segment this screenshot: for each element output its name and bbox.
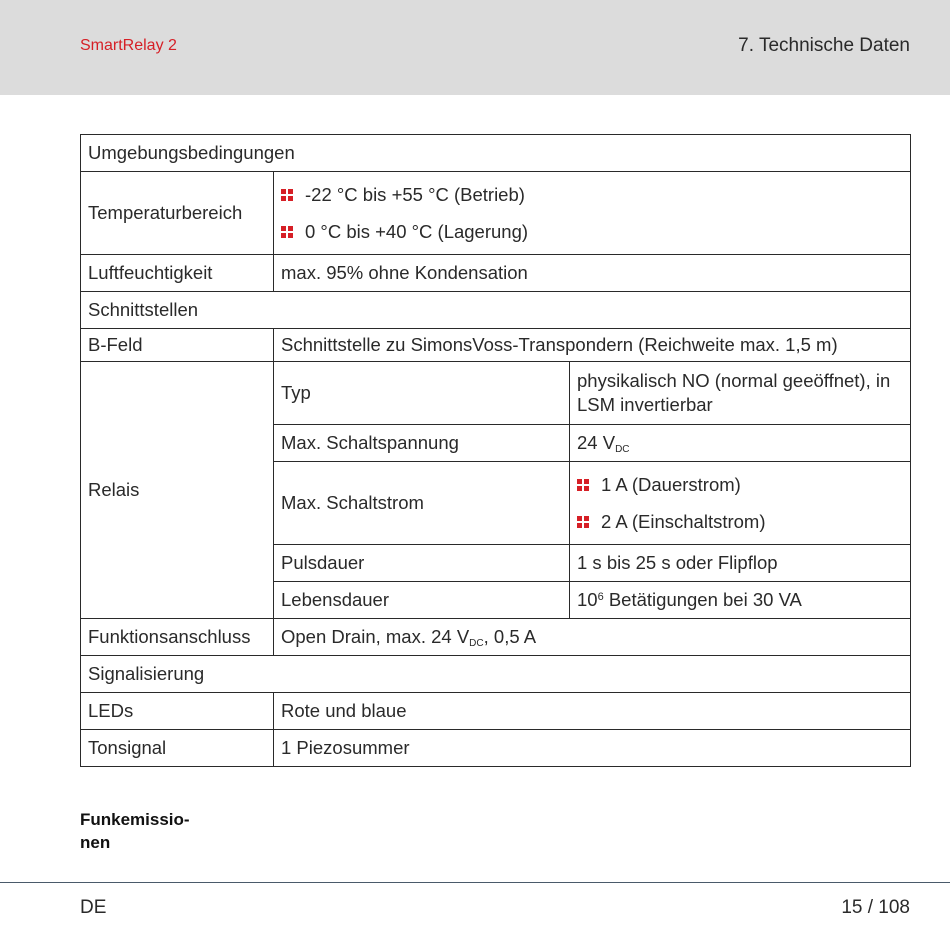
red-square-bullet-icon	[281, 189, 293, 201]
row-label-temperature: Temperaturbereich	[81, 172, 274, 255]
row-label-function-port: Funktionsanschluss	[81, 619, 274, 656]
chapter-title: 7. Technische Daten	[738, 35, 910, 56]
table-row	[81, 135, 911, 172]
max-voltage-label: Max. Schaltspannung	[274, 425, 570, 462]
section-heading-radio-emissions: Funkemissio- nen	[80, 810, 190, 852]
current-continuous: 1 A (Dauerstrom)	[601, 474, 741, 495]
lifetime-label: Lebensdauer	[274, 582, 570, 619]
row-label-tone: Tonsignal	[81, 730, 274, 767]
red-square-bullet-icon	[577, 479, 589, 491]
current-inrush: 2 A (Einschaltstrom)	[601, 511, 766, 532]
function-port-value: Open Drain, max. 24 $V_{DC}$, 0,5 A	[274, 619, 911, 656]
row-label-bfield: B-Feld	[81, 329, 274, 362]
table-row	[81, 255, 911, 292]
row-label-relay: Relais	[81, 362, 274, 619]
max-current-values	[570, 462, 911, 545]
table-row	[81, 693, 911, 730]
relay-type-label: Typ	[274, 362, 570, 425]
list-item	[577, 503, 903, 540]
red-square-bullet-icon	[577, 516, 589, 528]
product-name: SmartRelay 2	[80, 37, 177, 54]
section-header-interfaces: Schnittstellen	[81, 292, 911, 329]
temperature-operation: -22 °C bis +55 °C (Betrieb)	[305, 184, 525, 205]
humidity-value: max. 95% ohne Kondensation	[274, 255, 911, 292]
table-row	[81, 329, 911, 362]
section-header-environment: Umgebungsbedingungen	[81, 135, 911, 172]
red-square-bullet-icon	[281, 226, 293, 238]
pulse-duration-value: 1 s bis 25 s oder Flipflop	[570, 545, 911, 582]
table-row	[81, 656, 911, 693]
table-row	[81, 619, 911, 656]
table-row	[81, 362, 911, 425]
table-row	[81, 172, 911, 255]
technical-data-table	[80, 134, 911, 767]
leds-value: Rote und blaue	[274, 693, 911, 730]
list-item	[281, 176, 903, 213]
row-label-humidity: Luftfeuchtigkeit	[81, 255, 274, 292]
temperature-storage: 0 °C bis +40 °C (Lagerung)	[305, 221, 529, 242]
list-item	[577, 466, 903, 503]
tone-value: 1 Piezosummer	[274, 730, 911, 767]
row-label-leds: LEDs	[81, 693, 274, 730]
max-current-label: Max. Schaltstrom	[274, 462, 570, 545]
pulse-duration-label: Pulsdauer	[274, 545, 570, 582]
page-header	[0, 0, 950, 95]
lifetime-value: $10^6$ Betätigungen bei 30 VA	[570, 582, 911, 619]
footer-divider	[0, 882, 950, 883]
table-row	[81, 292, 911, 329]
footer-language: DE	[80, 897, 107, 918]
temperature-values	[274, 172, 911, 255]
bfield-value: Schnittstelle zu SimonsVoss-Transpondern (Reichweite max. 1,5 m)	[274, 329, 911, 362]
footer-page-number: 15 / 108	[841, 897, 910, 918]
relay-type-value: physikalisch NO (normal geeöffnet), in LSM invertierbar	[570, 362, 911, 425]
list-item	[281, 213, 903, 250]
section-header-signaling: Signalisierung	[81, 656, 911, 693]
max-voltage-value: 24 $V_{DC}$	[570, 425, 911, 462]
table-row	[81, 730, 911, 767]
